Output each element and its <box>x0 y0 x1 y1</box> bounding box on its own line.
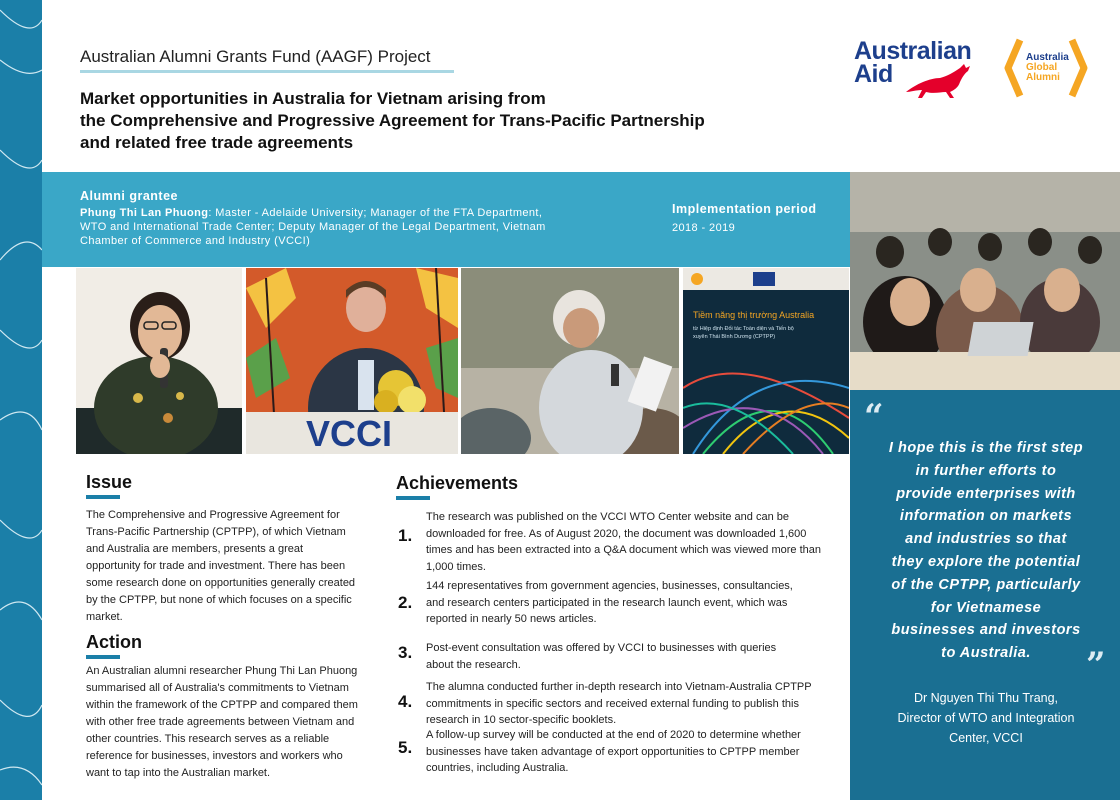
achievement-number: 5. <box>398 738 413 757</box>
achievements-heading-bar <box>396 496 430 500</box>
photo-report-cover <box>683 268 849 454</box>
grantee-label: Alumni grantee <box>80 189 178 203</box>
achievement-line: Post-event consultation was offered by VCCI to businesses with queries <box>426 642 777 654</box>
author-line: Dr Nguyen Thi Thu Trang, <box>913 691 1059 705</box>
australia-global-alumni-logo <box>1004 38 1088 100</box>
photo-speaker-podium <box>246 268 458 454</box>
logo-text-global: Global <box>1026 62 1058 73</box>
implementation-period-label: Implementation period <box>672 202 817 216</box>
grantee-details-line: WTO and International Trade Center; Deputy Manager of the Legal Department, Vietnam <box>80 221 546 233</box>
action-line: reference for businesses, investors and workers who <box>86 750 343 762</box>
achievement-number: 2. <box>398 593 413 612</box>
achievement-line: and research centers participated in the research launch event, which was <box>426 596 788 609</box>
quote-line: I hope this is the first step <box>888 440 1084 456</box>
grantee-details-line: Chamber of Commerce and Industry (VCCI) <box>80 235 311 247</box>
achievement-line: research in 10 sector-specific booklets. <box>426 714 617 726</box>
author-line: Center, VCCI <box>949 731 1023 745</box>
open-quote-mark: “ <box>864 397 884 437</box>
quote-author <box>870 688 1102 748</box>
photo-audience <box>850 172 1120 390</box>
issue-line: opportunity for trade and investment. There has been <box>86 560 346 572</box>
report-subtitle-text: từ Hiệp định Đối tác Toàn diện và Tiến bộ <box>693 326 794 332</box>
issue-heading: Issue <box>86 472 133 492</box>
grantee-details <box>80 206 580 248</box>
achievement-line: about the research. <box>426 658 521 671</box>
action-heading: Action <box>86 632 142 652</box>
achievement-line: 144 representatives from government agencies, businesses, consultancies, <box>426 580 793 592</box>
action-line: want to tap into the Australian market. <box>86 767 271 779</box>
quote-line: provide enterprises with <box>896 485 1076 502</box>
achievement-line: The alumna conducted further in-depth research into Vietnam-Australia CPTPP <box>426 681 812 693</box>
title-line: the Comprehensive and Progressive Agreement for Trans-Pacific Partnership <box>80 111 705 130</box>
title-line: Market opportunities in Australia for Vietnam arising from <box>80 89 546 108</box>
quote-line: and industries so that <box>905 531 1067 548</box>
logo-text-australian: Australian <box>854 37 972 65</box>
issue-line: The Comprehensive and Progressive Agreement for <box>86 509 340 521</box>
grantee-name: Phung Thi Lan Phuong <box>80 207 209 219</box>
quote-line: information on markets <box>899 508 1073 525</box>
achievement-item <box>426 640 836 673</box>
close-quote-mark: ” <box>1086 645 1106 685</box>
action-line: summarised all of Australia's commitments to Vietnam <box>86 682 349 694</box>
achievements-heading: Achievements <box>396 473 519 493</box>
issue-line: Trans-Pacific Partnership (CPTPP), of which Vietnam <box>86 526 346 538</box>
achievement-number: 3. <box>398 643 413 662</box>
issue-heading-bar <box>86 495 120 499</box>
issue-body <box>86 507 386 626</box>
quote-line: to Australia. <box>941 645 1031 662</box>
action-line: other countries. This research serves as a reliable <box>86 733 330 745</box>
kangaroo-icon <box>904 62 982 100</box>
report-title-text: Tiềm năng thị trường Australia <box>693 310 815 320</box>
achievement-item <box>426 679 836 729</box>
wave-pattern <box>0 0 42 800</box>
achievement-line: 1,000 times. <box>426 560 486 573</box>
action-line: with other free trade agreements between Vietnam and <box>86 716 355 728</box>
author-line: Director of WTO and Integration <box>897 711 1075 725</box>
podium-sign-text: VCCI <box>306 413 393 454</box>
grantee-details-line: : Master - Adelaide University; Manager of the FTA Department, <box>208 207 543 219</box>
australian-aid-logo <box>854 37 989 102</box>
photo-man-reading <box>461 268 679 454</box>
grantee-band <box>42 172 850 267</box>
quote-line: in further efforts to <box>915 462 1057 479</box>
quote-line: for Vietnamese <box>930 599 1042 616</box>
achievement-line: commitments in specific sectors and received external funding to publish this <box>426 697 799 710</box>
photo-speaker-woman <box>76 268 242 454</box>
achievement-line: reported in nearly 50 news articles. <box>426 613 597 625</box>
title-line: and related free trade agreements <box>80 133 354 152</box>
achievement-number: 4. <box>398 692 413 711</box>
issue-line: some research done on opportunities generally created <box>86 577 356 589</box>
action-body <box>86 663 386 782</box>
logo-text-aid: Aid <box>854 60 893 88</box>
achievement-line: A follow-up survey will be conducted at the end of 2020 to determine whether <box>426 729 801 741</box>
action-line: An Australian alumni researcher Phung Thi Lan Phuong <box>86 665 358 677</box>
action-line: within the framework of the CPTPP and compared them <box>86 699 358 711</box>
quote-line: they explore the potential <box>891 553 1081 570</box>
quote-panel <box>850 390 1120 800</box>
achievement-item <box>426 727 836 777</box>
issue-line: and Australia are members, presents a great <box>86 543 304 555</box>
quote-text <box>870 437 1102 665</box>
action-heading-bar <box>86 655 120 659</box>
logo-text-australia: Australia <box>1026 52 1069 63</box>
quote-line: businesses and investors <box>891 622 1081 639</box>
project-name: Australian Alumni Grants Fund (AAGF) Project <box>80 47 431 66</box>
achievement-line: downloaded for free. As of August 2020, the document was downloaded 1,600 <box>426 527 807 540</box>
implementation-period-value: 2018 - 2019 <box>672 222 736 234</box>
achievement-line: times and has been extracted into a Q&A document which was viewed more than <box>426 544 821 556</box>
achievement-item <box>426 578 836 628</box>
achievement-number: 1. <box>398 526 413 545</box>
achievement-item <box>426 509 836 575</box>
achievement-line: The research was published on the VCCI WTO Center website and can be <box>426 511 789 523</box>
quote-line: of the CPTPP, particularly <box>891 576 1081 593</box>
achievement-line: businesses have taken advantage of export opportunities to CPTPP member <box>426 745 800 758</box>
left-decorative-strip <box>0 0 42 800</box>
page-title <box>80 88 820 154</box>
achievement-line: countries, including Australia. <box>426 762 569 774</box>
project-underline <box>80 70 454 73</box>
logo-text-alumni: Alumni <box>1026 72 1060 83</box>
issue-line: market. <box>86 611 123 623</box>
issue-line: by the CPTPP, but none of which focuses on a specific <box>86 594 352 606</box>
report-subtitle-text: xuyên Thái Bình Dương (CPTPP) <box>693 334 776 340</box>
